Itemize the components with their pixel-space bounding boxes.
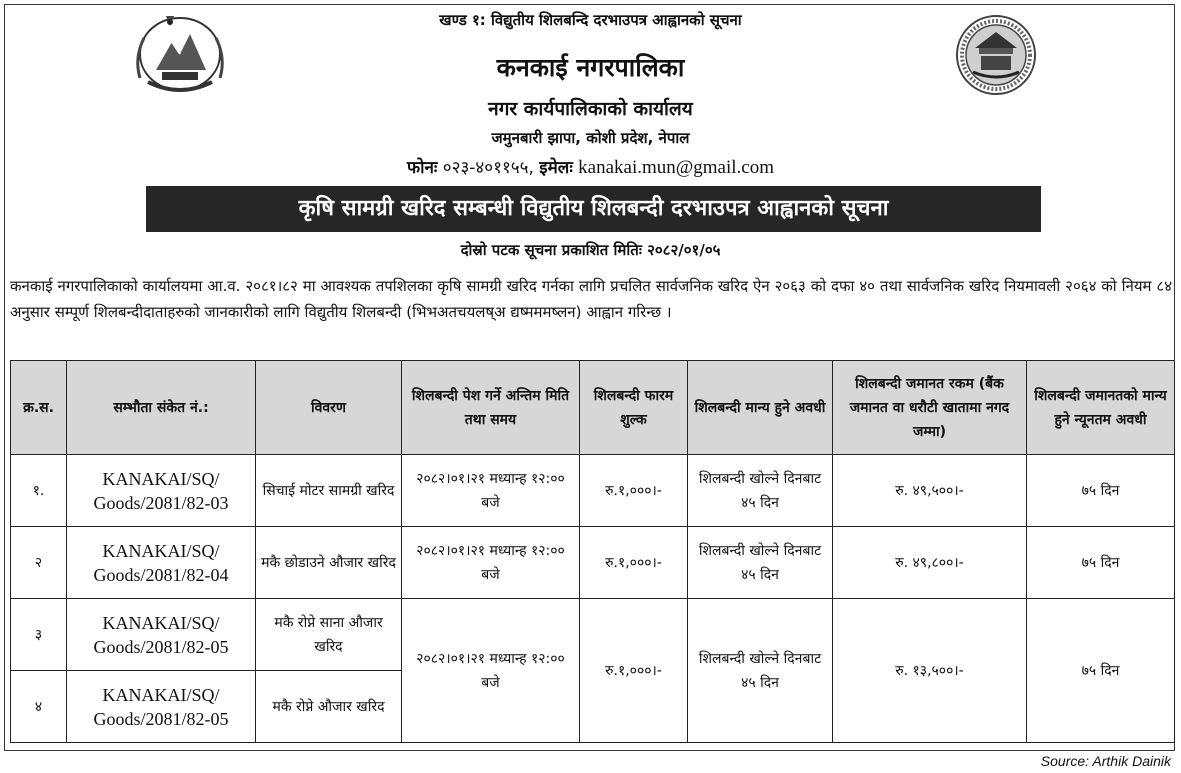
cell-fee: रु.१,०००।-: [580, 527, 688, 599]
phone-label: फोनः: [406, 158, 438, 178]
phone-number: ०२३-४०११५५,: [442, 158, 534, 178]
cell-deadline: २०८२।०१।२१ मध्यान्ह १२:०० बजे: [402, 527, 580, 599]
code-line: Goods/2081/82-05: [93, 708, 229, 729]
cell-sn: २: [11, 527, 67, 599]
table-row: [11, 599, 1175, 671]
code-line: Goods/2081/82-03: [93, 492, 229, 513]
notice-title-banner: कृषि सामग्री खरिद सम्बन्धी विद्युतीय शिलबन्दी दरभाउपत्र आह्वानको सूचना: [146, 186, 1041, 232]
source-credit: Source: Arthik Dainik: [1040, 753, 1171, 769]
cell-validity: शिलबन्दी खोल्ने दिनबाट ४५ दिन: [688, 599, 833, 743]
col-desc-header: विवरण: [256, 361, 402, 455]
cell-desc: मकै रोप्ने औजार खरिद: [256, 671, 402, 743]
contact-line: [0, 155, 1181, 179]
municipality-name: कनकाई नगरपालिका: [496, 53, 685, 82]
col-deadline-header: शिलबन्दी पेश गर्ने अन्तिम मिति तथा समय: [402, 361, 580, 455]
intro-paragraph: कनकाई नगरपालिकाको कार्यालयमा आ.व. २०८१।८२ मा आवश्यक तपशिलका कृषि सामग्री खरिद गर्नका लागि प्रचलित सार्वजनिक खरिद ऐन २०६३ को दफा ४० तथा सार्वजनिक खरिद नियमावली २०६४ को नियम ८४ अनुसार सम्पूर्ण शिलबन्दीदाताहरुको जानकारीको लागि विद्युतीय शिलबन्दी (भिभअतचयलष्अ द्यष्मममष्लन) आह्वान गरिन्छ ।: [10, 277, 1172, 321]
code-line: KANAKAI/SQ/: [102, 684, 220, 705]
office-name: नगर कार्यपालिकाको कार्यालय: [488, 98, 693, 120]
address: जमुनबारी झापा, कोशी प्रदेश, नेपाल: [491, 129, 690, 147]
cell-desc: सिचाई मोटर सामग्री खरिद: [256, 455, 402, 527]
cell-security: रु. ४९,८००।-: [833, 527, 1027, 599]
section-line: खण्ड १: विद्युतीय शिलबन्दि दरभाउपत्र आह्वानको सूचना: [439, 11, 742, 29]
published-date: दोस्रो पटक सूचना प्रकाशित मितिः २०८२/०१/०५: [460, 241, 721, 259]
table-row: [11, 527, 1175, 599]
cell-security: रु. १३,५००।-: [833, 599, 1027, 743]
cell-sn: १.: [11, 455, 67, 527]
email-label: इमेलः: [539, 158, 573, 178]
cell-code: [67, 455, 256, 527]
col-fee-header: शिलबन्दी फारम शुल्क: [580, 361, 688, 455]
cell-fee: रु.१,०००।-: [580, 455, 688, 527]
code-line: Goods/2081/82-05: [93, 636, 229, 657]
cell-security-validity: ७५ दिन: [1027, 527, 1175, 599]
col-sn-header: क्र.स.: [11, 361, 67, 455]
cell-fee: रु.१,०००।-: [580, 599, 688, 743]
col-validity-header: शिलबन्दी मान्य हुने अवधी: [688, 361, 833, 455]
col-security-header: शिलबन्दी जमानत रकम (बैंक जमानत वा धरौटी खातामा नगद जम्मा): [833, 361, 1027, 455]
code-line: Goods/2081/82-04: [93, 564, 229, 585]
col-code-header: सम्भौता संकेत नं.:: [67, 361, 256, 455]
col-security-validity-header: शिलबन्दी जमानतको मान्य हुने न्यूनतम अवधी: [1027, 361, 1175, 455]
cell-sn: ४: [11, 671, 67, 743]
code-line: KANAKAI/SQ/: [102, 468, 220, 489]
cell-security: रु. ४९,५००।-: [833, 455, 1027, 527]
table-row: [11, 455, 1175, 527]
table-header-row: [11, 361, 1175, 455]
code-line: KANAKAI/SQ/: [102, 612, 220, 633]
cell-security-validity: ७५ दिन: [1027, 455, 1175, 527]
cell-deadline: २०८२।०१।२१ मध्यान्ह १२:०० बजे: [402, 599, 580, 743]
cell-code: [67, 527, 256, 599]
cell-deadline: २०८२।०१।२१ मध्यान्ह १२:०० बजे: [402, 455, 580, 527]
cell-desc: मकै छोडाउने औजार खरिद: [256, 527, 402, 599]
code-line: KANAKAI/SQ/: [102, 540, 220, 561]
tender-table: [10, 360, 1175, 743]
cell-validity: शिलबन्दी खोल्ने दिनबाट ४५ दिन: [688, 455, 833, 527]
email-address: kanakai.mun@gmail.com: [578, 157, 775, 178]
cell-code: [67, 599, 256, 671]
cell-code: [67, 671, 256, 743]
cell-security-validity: ७५ दिन: [1027, 599, 1175, 743]
cell-sn: ३: [11, 599, 67, 671]
cell-desc: मकै रोप्ने साना औजार खरिद: [256, 599, 402, 671]
cell-validity: शिलबन्दी खोल्ने दिनबाट ४५ दिन: [688, 527, 833, 599]
